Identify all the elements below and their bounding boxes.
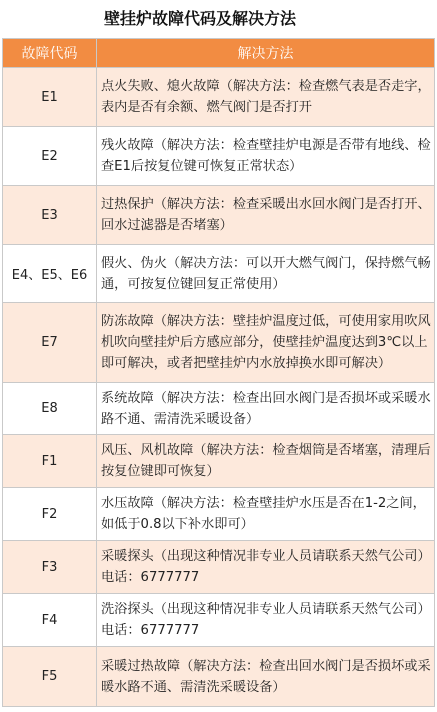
fault-code: F1	[3, 435, 97, 488]
header-code: 故障代码	[3, 39, 97, 68]
fault-code: E2	[3, 127, 97, 186]
fault-code: E7	[3, 303, 97, 383]
table-row	[3, 647, 435, 707]
fault-code: F4	[3, 594, 97, 647]
header-solution: 解决方法	[97, 39, 435, 68]
fault-solution: 采暖探头（出现这种情况非专业人员请联系天然气公司）电话：6777777	[97, 541, 435, 594]
table-row	[3, 383, 435, 435]
table-row	[3, 68, 435, 127]
fault-solution: 风压、风机故障（解决方法：检查烟筒是否堵塞，清理后按复位键即可恢复）	[97, 435, 435, 488]
fault-solution: 残火故障（解决方法：检查壁挂炉电源是否带有地线、检查E1后按复位键可恢复正常状态）	[97, 127, 435, 186]
fault-solution: 系统故障（解决方法：检查出回水阀门是否损坏或采暖水路不通、需清洗采暖设备）	[97, 383, 435, 435]
fault-solution: 洗浴探头（出现这种情况非专业人员请联系天然气公司）电话：6777777	[97, 594, 435, 647]
table-row	[3, 127, 435, 186]
fault-code: E1	[3, 68, 97, 127]
table-row	[3, 303, 435, 383]
table-row	[3, 435, 435, 488]
fault-code: F5	[3, 647, 97, 707]
fault-code: F2	[3, 488, 97, 541]
fault-code: E8	[3, 383, 97, 435]
fault-code-table	[2, 38, 435, 707]
fault-solution: 点火失败、熄火故障（解决方法：检查燃气表是否走字，表内是否有余额、燃气阀门是否打开	[97, 68, 435, 127]
table-row	[3, 541, 435, 594]
table-header-row	[3, 39, 435, 68]
fault-solution: 采暖过热故障（解决方法：检查出回水阀门是否损坏或采暖水路不通、需清洗采暖设备）	[97, 647, 435, 707]
fault-solution: 防冻故障（解决方法：壁挂炉温度过低，可使用家用吹风机吹向壁挂炉后方感应部分，使壁挂炉温度达到3℃以上即可解决，或者把壁挂炉内水放掉换水即可解决）	[97, 303, 435, 383]
table-row	[3, 488, 435, 541]
page-title: 壁挂炉故障代码及解决方法	[0, 0, 437, 38]
fault-code: F3	[3, 541, 97, 594]
table-row	[3, 186, 435, 245]
fault-solution: 过热保护（解决方法：检查采暖出水回水阀门是否打开、回水过滤器是否堵塞）	[97, 186, 435, 245]
fault-code: E4、E5、E6	[3, 245, 97, 303]
table-row	[3, 594, 435, 647]
fault-solution: 水压故障（解决方法：检查壁挂炉水压是否在1-2之间，如低于0.8以下补水即可）	[97, 488, 435, 541]
fault-solution: 假火、伪火（解决方法：可以开大燃气阀门，保持燃气畅通，可按复位键回复正常使用）	[97, 245, 435, 303]
table-row	[3, 245, 435, 303]
fault-code: E3	[3, 186, 97, 245]
